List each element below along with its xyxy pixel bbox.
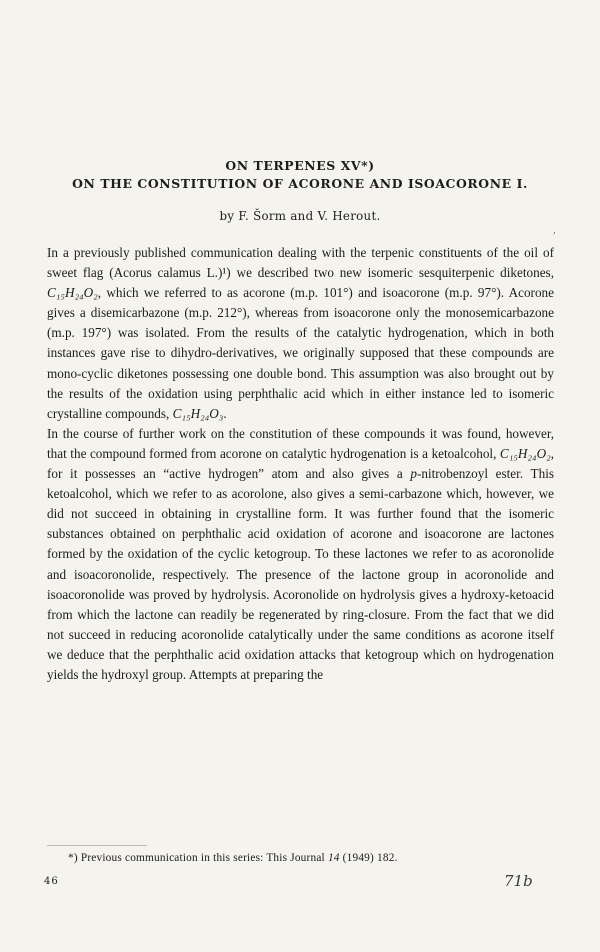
text-run: *) Previous communication in this series: This Journal [68,852,328,864]
text-run: (1949) 182. [339,852,398,864]
title-line-2: ON THE CONSTITUTION OF ACORONE AND ISOACORONE I. [72,176,528,191]
footnote-rule [47,845,147,846]
handwritten-mark: 71b [504,872,533,890]
paragraph-2 [47,424,554,685]
text-run: -nitrobenzoyl ester. This ketoalcohol, which we refer to as acorolone, also gives a semi-carbazone which, however, we did not succeed in obtaining in crystalline form. It was further found that the isomeric substances obtained on perphthalic acid oxidation of acorone and isoacorone are lactones formed by the oxidation of the cyclic ketogroup. To these lactones we refer to as acoronolide and isoacoronolide, respectively. The presence of the lactone group in acoronolide and isoacoronolide was proved by hydrolysis. Acoronolide on hydrolysis gives a hydroxy-ketoacid from which the lactone can readily be regenerated by ring-closure. From the fact that we did not succeed in reducing acoronolide catalytically under the same conditions as acorone itself we deduce that the perphthalic acid oxidation attacks that ketogroup which on hydrogenation yields the hydroxyl group. Attempts at preparing the [47,466,554,682]
text-run: In the course of further work on the constitution of these compounds it was found, however, that the compound formed from acorone on catalytic hydrogenation is a ketoalcohol, [47,425,554,461]
text-run: , which we referred to as acorone (m.p. 101°) and isoacorone (m.p. 97°). Acorone gives a disemicarbazone (m.p. 212°), whereas from isoacorone only the monosemicarbazone (m.p. 197°) was isolated. From the results of the catalytic hydrogenation, which in both instances gave rise to dihydro-derivatives, we originally supposed that these compounds are mono-cyclic diketones possessing one double bond. This assumption was also brought out by the results of the oxidation using perphthalic acid which in either instance led to isomeric crystalline compounds, [47,285,554,421]
text-run: . [223,405,227,421]
italic-run: C₁₅H₂₄O₃ [172,405,224,421]
page-number: 46 [44,876,59,887]
italic-run: C₁₅H₂₄O₂ [47,285,98,301]
paragraph-1 [47,243,554,424]
text-run: In a previously published communication dealing with the terpenic constituents of the oil of sweet flag (Acorus calamus L.)¹) we described two new isomeric sesquiterpenic diketones, [47,245,554,281]
title-line-1: ON TERPENES XV*) [225,158,375,173]
footnote [68,852,558,864]
italic-run: p [410,466,417,482]
stray-mark: , [553,226,556,236]
article-body [47,243,554,685]
text-run: , for it possesses an “active hydrogen” atom and also gives a [47,445,554,482]
italic-run: C₁₅H₂₄O₂ [499,445,551,461]
authors-line: by F. Šorm and V. Herout. [219,209,381,223]
italic-run: 14 [327,852,340,864]
